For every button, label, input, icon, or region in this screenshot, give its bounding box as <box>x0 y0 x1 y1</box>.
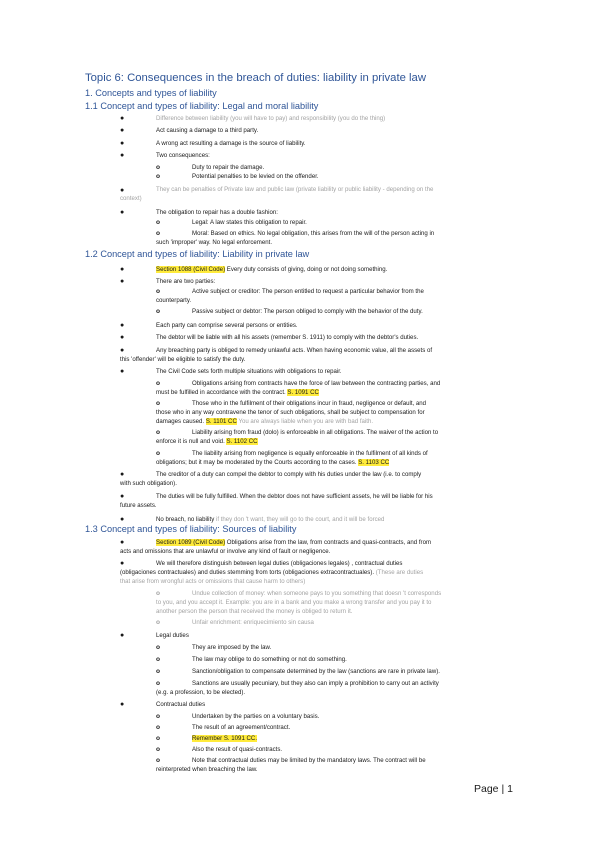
list-item-continued: that arise from wrongful acts or omissions that cause harm to others) <box>120 578 306 585</box>
list-item-continued: future assets. <box>120 502 157 509</box>
sub-bullet-icon: o <box>156 164 161 171</box>
highlight: Remember S. 1091 CC. <box>192 735 258 742</box>
section-heading-1-1: 1.1 Concept and types of liability: Legal and moral liability <box>85 101 319 111</box>
bullet-icon: ● <box>120 187 125 194</box>
sub-list-item: The liability arising from negligence is equally enforceable in the fulfilment of all kinds of <box>192 450 428 457</box>
sub-bullet-icon: o <box>156 668 161 675</box>
list-item: Any breaching party is obliged to remedy unlawful acts. When having economic value, all the assets of <box>156 347 433 354</box>
bullet-icon: ● <box>120 368 125 375</box>
sub-list-item: The result of an agreement/contract. <box>192 724 291 731</box>
sub-list-item: Also the result of quasi-contracts. <box>192 746 283 753</box>
list-item: They can be penalties of Private law and public law (private liability or public liability - depending on the <box>156 186 434 193</box>
sub-bullet-icon: o <box>156 380 161 387</box>
highlight: Section 1089 (Civil Code) <box>156 539 226 546</box>
bullet-icon: ● <box>120 347 125 354</box>
sub-list-item: Obligations arising from contracts have the force of law between the contracting parties, and <box>192 380 441 387</box>
list-item: We will therefore distinguish between legal duties (obligaciones legales) , contractual duties <box>156 560 403 567</box>
document-title: Topic 6: Consequences in the breach of duties: liability in private law <box>85 72 426 84</box>
sub-list-item-continued: reinterpreted when breaching the law. <box>156 766 258 773</box>
list-item: Each party can comprise several persons or entities. <box>156 322 298 329</box>
list-item: There are two parties: <box>156 278 216 285</box>
sub-list-item-continued: those who in any way contravene the tenor of such obligations, shall be subject to compensation for <box>156 409 425 416</box>
sub-list-item: Passive subject or debtor: The person obliged to comply with the behavior of the duty. <box>192 308 423 315</box>
sub-list-item: Active subject or creditor: The person entitled to request a particular behavior from the <box>192 288 424 295</box>
sub-list-item <box>192 735 257 743</box>
bullet-icon: ● <box>120 322 125 329</box>
bullet-icon: ● <box>120 560 125 567</box>
sub-bullet-icon: o <box>156 735 161 742</box>
sub-list-item-continued: to you, and you accept it. Example: you are in a bank and you make a wrong transfer and you pay it to <box>156 599 432 606</box>
sub-bullet-icon: o <box>156 619 161 626</box>
list-item: Section 1089 (Civil Code) Obligations arise from the law, from contracts and quasi-contracts, and from <box>156 539 432 546</box>
highlight: S. 1103 CC <box>358 459 390 466</box>
list-item: The debtor will be liable with all his assets (remember S. 1911) to comply with the debtor's duties. <box>156 334 419 341</box>
highlight: Section 1088 (Civil Code) <box>156 266 226 273</box>
bullet-icon: ● <box>120 539 125 546</box>
sub-bullet-icon: o <box>156 173 161 180</box>
bullet-icon: ● <box>120 140 125 147</box>
sub-list-item: Those who in the fulfilment of their obligations incur in fraud, negligence or default, and <box>192 400 427 407</box>
sub-bullet-icon: o <box>156 656 161 663</box>
sub-list-item: Sanctions are usually pecuniary, but they also can imply a prohibition to carry out an activity <box>192 680 439 687</box>
section-heading-1-2: 1.2 Concept and types of liability: Liability in private law <box>85 249 310 259</box>
bullet-icon: ● <box>120 471 125 478</box>
sub-bullet-icon: o <box>156 288 161 295</box>
list-item-continued: (obligaciones contractuales) and duties stemming from torts (obligaciones extracontractuales). (These are duties <box>120 569 424 576</box>
sub-list-item: Note that contractual duties may be limited by the mandatory laws. The contract will be <box>192 757 426 764</box>
sub-bullet-icon: o <box>156 746 161 753</box>
sub-bullet-icon: o <box>156 429 161 436</box>
list-item: The obligation to repair has a double fashion: <box>156 209 278 216</box>
list-item: A wrong act resulting a damage is the source of liability. <box>156 140 306 147</box>
section-heading-1-3: 1.3 Concept and types of liability: Sources of liability <box>85 524 297 534</box>
list-item: Contractual duties <box>156 701 206 708</box>
sub-bullet-icon: o <box>156 230 161 237</box>
bullet-icon: ● <box>120 334 125 341</box>
sub-list-item-continued: (e.g. a profession, to be elected). <box>156 689 246 696</box>
sub-list-item-continued: enforce it is null and void. S. 1102 CC <box>156 438 258 445</box>
sub-list-item: Legal: A law states this obligation to repair. <box>192 219 307 226</box>
list-item: Two consequences: <box>156 152 210 159</box>
list-item: Legal duties <box>156 632 189 639</box>
sub-bullet-icon: o <box>156 590 161 597</box>
list-item-continued: context) <box>120 195 142 202</box>
bullet-icon: ● <box>120 701 125 708</box>
sub-bullet-icon: o <box>156 400 161 407</box>
bullet-icon: ● <box>120 115 125 122</box>
sub-bullet-icon: o <box>156 757 161 764</box>
list-item: Section 1088 (Civil Code) Every duty consists of giving, doing or not doing something. <box>156 266 388 273</box>
sub-list-item-continued: counterparty. <box>156 297 192 304</box>
sub-bullet-icon: o <box>156 308 161 315</box>
list-item: Act causing a damage to a third party. <box>156 127 259 134</box>
bullet-icon: ● <box>120 493 125 500</box>
sub-bullet-icon: o <box>156 724 161 731</box>
list-item: The Civil Code sets forth multiple situations with obligations to repair. <box>156 368 342 375</box>
sub-bullet-icon: o <box>156 219 161 226</box>
sub-list-item: Potential penalties to be levied on the offender. <box>192 173 319 180</box>
bullet-icon: ● <box>120 152 125 159</box>
sub-list-item: Duty to repair the damage. <box>192 164 265 171</box>
list-item: The duties will be fully fulfilled. When the debtor does not have sufficient assets, he will be liable for his <box>156 493 433 500</box>
list-item: No breach, no liability if they don 't want, they will go to the court, and it will be forced <box>156 516 385 523</box>
page-number: Page | 1 <box>474 783 513 795</box>
list-item-continued: with such obligation). <box>120 480 177 487</box>
sub-list-item: Unfair enrichment: enriquecimiento sin causa <box>192 619 314 626</box>
sub-list-item: Undertaken by the parties on a voluntary basis. <box>192 713 320 720</box>
sub-bullet-icon: o <box>156 680 161 687</box>
list-item-continued: this 'offender' will be eligible to satisfy the duty. <box>120 356 246 363</box>
highlight: S. 1102 CC <box>226 438 258 445</box>
sub-list-item-continued: obligations; but it may be moderated by the Courts according to the cases. S. 1103 CC <box>156 459 390 466</box>
list-item: Difference between liability (you will have to pay) and responsibility (you do the thing) <box>156 115 386 122</box>
bullet-icon: ● <box>120 516 125 523</box>
sub-bullet-icon: o <box>156 644 161 651</box>
highlight: S. 1101 CC <box>205 418 237 425</box>
sub-bullet-icon: o <box>156 713 161 720</box>
list-item-continued: acts and omissions that are unlawful or involve any kind of fault or negligence. <box>120 548 331 555</box>
sub-list-item: Moral: Based on ethics. No legal obligation, this arises from the will of the person acting in <box>192 230 435 237</box>
sub-list-item: Liability arising from fraud (dolo) is enforceable in all obligations. The waiver of the action to <box>192 429 439 436</box>
bullet-icon: ● <box>120 127 125 134</box>
sub-list-item-continued: must be fulfilled in accordance with the contract. S. 1091 CC <box>156 389 319 396</box>
bullet-icon: ● <box>120 266 125 273</box>
sub-bullet-icon: o <box>156 450 161 457</box>
bullet-icon: ● <box>120 209 125 216</box>
sub-list-item: Sanction/obligation to compensate determined by the law (sanctions are rare in private law). <box>192 668 440 675</box>
sub-list-item-continued: damages caused. S. 1101 CC You are always liable when you are with bad faith. <box>156 418 374 425</box>
sub-list-item: They are imposed by the law. <box>192 644 272 651</box>
highlight: S. 1091 CC <box>287 389 319 396</box>
section-heading-1: 1. Concepts and types of liability <box>85 88 217 98</box>
list-item: The creditor of a duty can compel the debtor to comply with his duties under the law (i.e. to comply <box>156 471 422 478</box>
sub-list-item-continued: another person the person that received the money is obliged to return it. <box>156 608 353 615</box>
bullet-icon: ● <box>120 632 125 639</box>
sub-list-item-continued: such 'improper' way. No legal enforcement. <box>156 239 273 246</box>
sub-list-item: Undue collection of money: when someone pays to you something that doesn 't corresponds <box>192 590 442 597</box>
sub-list-item: The law may oblige to do something or not do something. <box>192 656 347 663</box>
bullet-icon: ● <box>120 278 125 285</box>
